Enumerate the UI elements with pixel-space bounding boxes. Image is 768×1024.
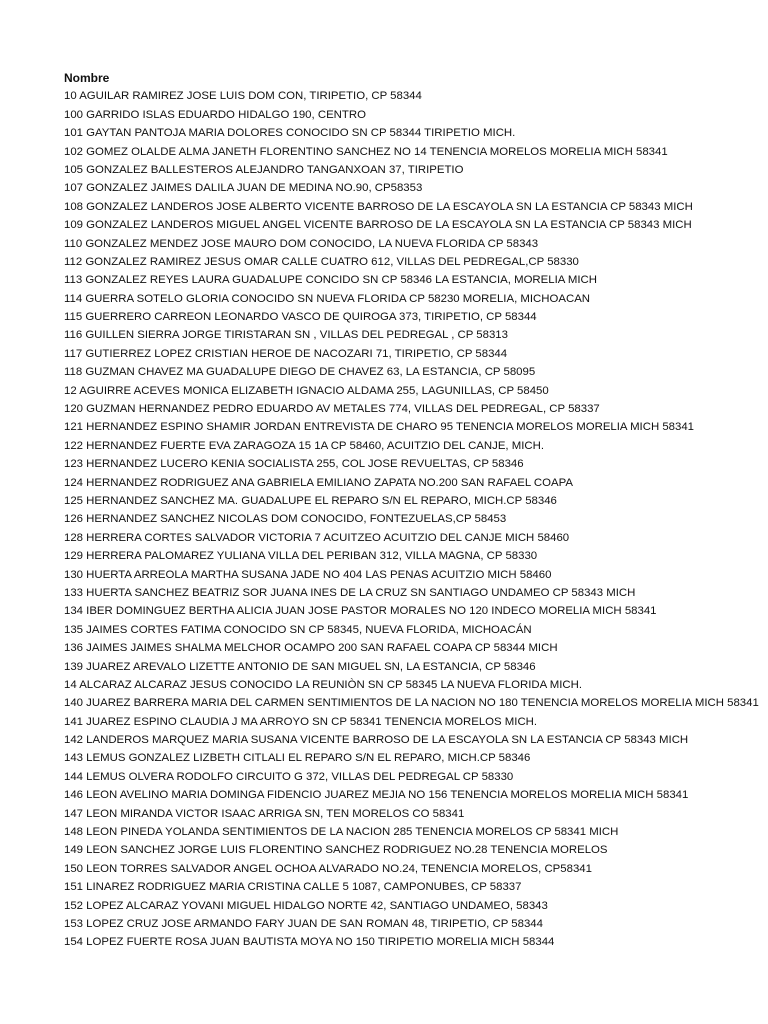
list-item: 146 LEON AVELINO MARIA DOMINGA FIDENCIO JUAREZ MEJIA NO 156 TENENCIA MORELOS MORELIA MICH 58341 bbox=[64, 789, 689, 802]
list-item: 125 HERNANDEZ SANCHEZ MA. GUADALUPE EL REPARO S/N EL REPARO, MICH.CP 58346 bbox=[64, 494, 557, 507]
column-header-nombre: Nombre bbox=[64, 71, 110, 85]
list-item: 116 GUILLEN SIERRA JORGE TIRISTARAN SN , VILLAS DEL PEDREGAL , CP 58313 bbox=[64, 329, 508, 342]
list-item: 10 AGUILAR RAMIREZ JOSE LUIS DOM CON, TIRIPETIO, CP 58344 bbox=[64, 90, 422, 103]
list-item: 109 GONZALEZ LANDEROS MIGUEL ANGEL VICENTE BARROSO DE LA ESCAYOLA SN LA ESTANCIA CP 58343 MICH bbox=[64, 219, 692, 232]
list-item: 136 JAIMES JAIMES SHALMA MELCHOR OCAMPO 200 SAN RAFAEL COAPA CP 58344 MICH bbox=[64, 642, 558, 655]
list-item: 141 JUAREZ ESPINO CLAUDIA J MA ARROYO SN CP 58341 TENENCIA MORELOS MICH. bbox=[64, 715, 538, 728]
list-item: 120 GUZMAN HERNANDEZ PEDRO EDUARDO AV METALES 774, VILLAS DEL PEDREGAL, CP 58337 bbox=[64, 403, 600, 416]
list-item: 121 HERNANDEZ ESPINO SHAMIR JORDAN ENTREVISTA DE CHARO 95 TENENCIA MORELOS MORELIA MICH 58341 bbox=[64, 421, 695, 434]
list-item: 151 LINAREZ RODRIGUEZ MARIA CRISTINA CALLE 5 1087, CAMPONUBES, CP 58337 bbox=[64, 881, 522, 894]
list-item: 122 HERNANDEZ FUERTE EVA ZARAGOZA 15 1A CP 58460, ACUITZIO DEL CANJE, MICH. bbox=[64, 439, 545, 452]
list-item: 115 GUERRERO CARREON LEONARDO VASCO DE QUIROGA 373, TIRIPETIO, CP 58344 bbox=[64, 311, 537, 324]
list-item: 12 AGUIRRE ACEVES MONICA ELIZABETH IGNACIO ALDAMA 255, LAGUNILLAS, CP 58450 bbox=[64, 384, 549, 397]
list-item: 153 LOPEZ CRUZ JOSE ARMANDO FARY JUAN DE SAN ROMAN 48, TIRIPETIO, CP 58344 bbox=[64, 917, 543, 930]
list-item: 149 LEON SANCHEZ JORGE LUIS FLORENTINO SANCHEZ RODRIGUEZ NO.28 TENENCIA MORELOS bbox=[64, 844, 608, 857]
list-item: 100 GARRIDO ISLAS EDUARDO HIDALGO 190, CENTRO bbox=[64, 108, 366, 121]
list-item: 148 LEON PINEDA YOLANDA SENTIMIENTOS DE LA NACION 285 TENENCIA MORELOS CP 58341 MICH bbox=[64, 826, 619, 839]
list-item: 117 GUTIERREZ LOPEZ CRISTIAN HEROE DE NACOZARI 71, TIRIPETIO, CP 58344 bbox=[64, 347, 508, 360]
list-item: 123 HERNANDEZ LUCERO KENIA SOCIALISTA 255, COL JOSE REVUELTAS, CP 58346 bbox=[64, 458, 524, 471]
list-item: 143 LEMUS GONZALEZ LIZBETH CITLALI EL REPARO S/N EL REPARO, MICH.CP 58346 bbox=[64, 752, 531, 765]
list-item: 147 LEON MIRANDA VICTOR ISAAC ARRIGA SN, TEN MORELOS CO 58341 bbox=[64, 807, 465, 820]
list-item: 126 HERNANDEZ SANCHEZ NICOLAS DOM CONOCIDO, FONTEZUELAS,CP 58453 bbox=[64, 513, 507, 526]
list-item: 113 GONZALEZ REYES LAURA GUADALUPE CONCIDO SN CP 58346 LA ESTANCIA, MORELIA MICH bbox=[64, 274, 597, 287]
list-item: 14 ALCARAZ ALCARAZ JESUS CONOCIDO LA REUNIÒN SN CP 58345 LA NUEVA FLORIDA MICH. bbox=[64, 678, 583, 691]
address-list bbox=[64, 69, 768, 952]
list-item: 142 LANDEROS MARQUEZ MARIA SUSANA VICENTE BARROSO DE LA ESCAYOLA SN LA ESTANCIA CP 58343 MICH bbox=[64, 734, 689, 747]
list-item: 154 LOPEZ FUERTE ROSA JUAN BAUTISTA MOYA NO 150 TIRIPETIO MORELIA MICH 58344 bbox=[64, 936, 555, 949]
list-item: 107 GONZALEZ JAIMES DALILA JUAN DE MEDINA NO.90, CP58353 bbox=[64, 182, 423, 195]
list-item: 140 JUAREZ BARRERA MARIA DEL CARMEN SENTIMIENTOS DE LA NACION NO 180 TENENCIA MORELOS MORELIA MICH 58341 bbox=[64, 697, 759, 710]
address-rows bbox=[64, 87, 768, 951]
list-item: 114 GUERRA SOTELO GLORIA CONOCIDO SN NUEVA FLORIDA CP 58230 MORELIA, MICHOACAN bbox=[64, 292, 591, 305]
list-item: 129 HERRERA PALOMAREZ YULIANA VILLA DEL PERIBAN 312, VILLA MAGNA, CP 58330 bbox=[64, 550, 538, 563]
list-item: 118 GUZMAN CHAVEZ MA GUADALUPE DIEGO DE CHAVEZ 63, LA ESTANCIA, CP 58095 bbox=[64, 366, 536, 379]
list-item: 150 LEON TORRES SALVADOR ANGEL OCHOA ALVARADO NO.24, TENENCIA MORELOS, CP58341 bbox=[64, 862, 592, 875]
list-item: 152 LOPEZ ALCARAZ YOVANI MIGUEL HIDALGO NORTE 42, SANTIAGO UNDAMEO, 58343 bbox=[64, 899, 548, 912]
list-item: 128 HERRERA CORTES SALVADOR VICTORIA 7 ACUITZEO ACUITZIO DEL CANJE MICH 58460 bbox=[64, 531, 570, 544]
list-item: 139 JUAREZ AREVALO LIZETTE ANTONIO DE SAN MIGUEL SN, LA ESTANCIA, CP 58346 bbox=[64, 660, 536, 673]
list-item: 112 GONZALEZ RAMIREZ JESUS OMAR CALLE CUATRO 612, VILLAS DEL PEDREGAL,CP 58330 bbox=[64, 255, 579, 268]
list-item: 101 GAYTAN PANTOJA MARIA DOLORES CONOCIDO SN CP 58344 TIRIPETIO MICH. bbox=[64, 127, 516, 140]
list-item: 133 HUERTA SANCHEZ BEATRIZ SOR JUANA INES DE LA CRUZ SN SANTIAGO UNDAMEO CP 58343 MICH bbox=[64, 586, 636, 599]
list-item: 105 GONZALEZ BALLESTEROS ALEJANDRO TANGANXOAN 37, TIRIPETIO bbox=[64, 163, 464, 176]
list-item: 108 GONZALEZ LANDEROS JOSE ALBERTO VICENTE BARROSO DE LA ESCAYOLA SN LA ESTANCIA CP 58343 MICH bbox=[64, 200, 693, 213]
list-item: 102 GOMEZ OLALDE ALMA JANETH FLORENTINO SANCHEZ NO 14 TENENCIA MORELOS MORELIA MICH 58341 bbox=[64, 145, 668, 158]
list-item: 135 JAIMES CORTES FATIMA CONOCIDO SN CP 58345, NUEVA FLORIDA, MICHOACÁN bbox=[64, 623, 532, 636]
list-item: 144 LEMUS OLVERA RODOLFO CIRCUITO G 372, VILLAS DEL PEDREGAL CP 58330 bbox=[64, 770, 514, 783]
list-item: 134 IBER DOMINGUEZ BERTHA ALICIA JUAN JOSE PASTOR MORALES NO 120 INDECO MORELIA MICH 58341 bbox=[64, 605, 657, 618]
list-item: 124 HERNANDEZ RODRIGUEZ ANA GABRIELA EMILIANO ZAPATA NO.200 SAN RAFAEL COAPA bbox=[64, 476, 573, 489]
list-item: 110 GONZALEZ MENDEZ JOSE MAURO DOM CONOCIDO, LA NUEVA FLORIDA CP 58343 bbox=[64, 237, 539, 250]
list-item: 130 HUERTA ARREOLA MARTHA SUSANA JADE NO 404 LAS PENAS ACUITZIO MICH 58460 bbox=[64, 568, 552, 581]
